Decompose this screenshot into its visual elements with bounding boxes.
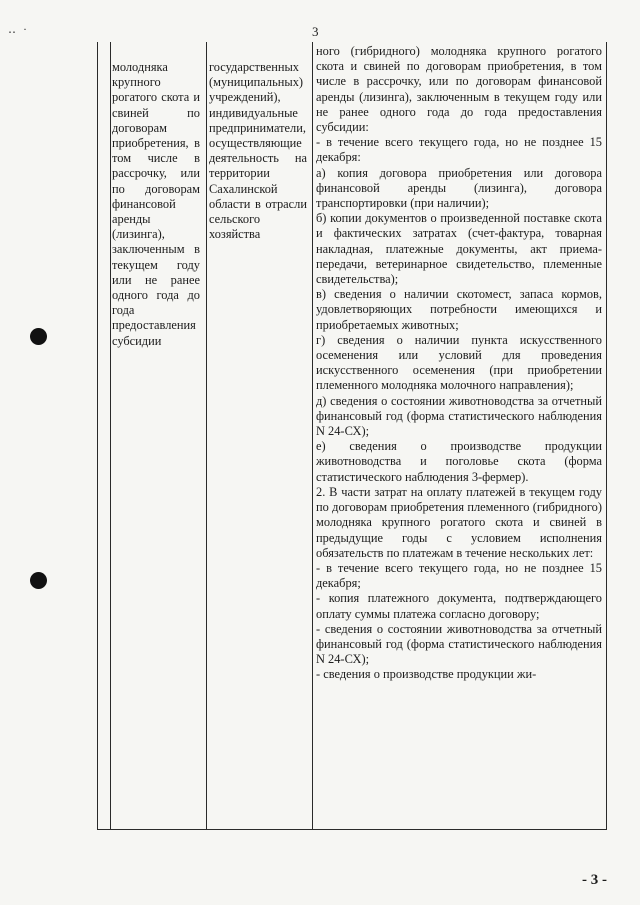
column-divider	[110, 42, 111, 829]
document-table	[97, 42, 607, 830]
doc-paragraph: а) копия договора приобретения или договора финансовой аренды (лизинга), договора транспортировки (при наличии);	[316, 165, 602, 211]
page-number: 3	[312, 24, 319, 39]
doc-paragraph: - в течение всего текущего года, но не позднее 15 декабря;	[316, 560, 602, 591]
doc-paragraph: - копия платежного документа, подтверждающего оплату суммы платежа согласно договору;	[316, 591, 602, 621]
scan-marks: ‥ ·	[8, 22, 29, 36]
doc-paragraph: г) сведения о наличии пункта искусственного осеменения или условий для проведения искусственного осеменения (при приобретении племенного молодняка молочного направления);	[316, 332, 602, 393]
doc-paragraph: ного (гибридного) молодняка крупного рогатого скота и свиней по договорам приобретения, в том числе в рассрочку, или по договорам финансовой аренды (лизинга), заключенным в текущем году или не ранее одного года до года предоставления субсидии:	[316, 44, 602, 135]
cell-subsidy-purpose: молодняка крупного рогатого скота и свиней по договорам приобретения, в том числе в рассрочку, или по договорам финансовой аренды (лизинга), заключенным в текущем году или не ранее одного года до года предоставления субсидии	[112, 60, 200, 348]
doc-paragraph: - сведения о состоянии животноводства за отчетный финансовый год (форма статистического наблюдения N 24-СХ);	[316, 621, 602, 667]
doc-paragraph: е) сведения о производстве продукции животноводства и поголовье скота (форма статистического наблюдения 3-фермер).	[316, 439, 602, 484]
doc-paragraph: - в течение всего текущего года, но не позднее 15 декабря:	[316, 135, 602, 165]
punch-hole	[30, 328, 47, 345]
doc-paragraph: - сведения о производстве продукции жи-	[316, 667, 537, 682]
column-divider	[206, 42, 207, 829]
punch-hole	[30, 572, 47, 589]
doc-paragraph: б) копии документов о произведенной поставке скота и фактических затратах (счет-фактура, товарная накладная, платежные документы, акт приема-передачи, ветеринарное свидетельство, племенные свидетельства);	[316, 211, 602, 287]
cell-required-documents	[316, 44, 602, 683]
column-divider	[312, 42, 313, 829]
handwritten-page-mark: - 3 -	[582, 872, 607, 888]
doc-paragraph: в) сведения о наличии скотомест, запаса кормов, удовлетворяющих потребности имеющихся и приобретаемых животных;	[316, 287, 602, 332]
doc-paragraph: д) сведения о состоянии животноводства за отчетный финансовый год (форма статистического наблюдения N 24-СХ);	[316, 393, 602, 439]
doc-paragraph: 2. В части затрат на оплату платежей в текущем году по договорам приобретения племенного (гибридного) молодняка крупного рогатого скота и свиней в предыдущие годы с условием исполнения обязательств по платежам в течение нескольких лет:	[316, 484, 602, 560]
cell-recipients: государственных (муниципальных) учреждений), индивидуальные предприниматели, осуществляющие деятельность на территории Сахалинской области в отрасли сельского хозяйства	[209, 60, 307, 242]
